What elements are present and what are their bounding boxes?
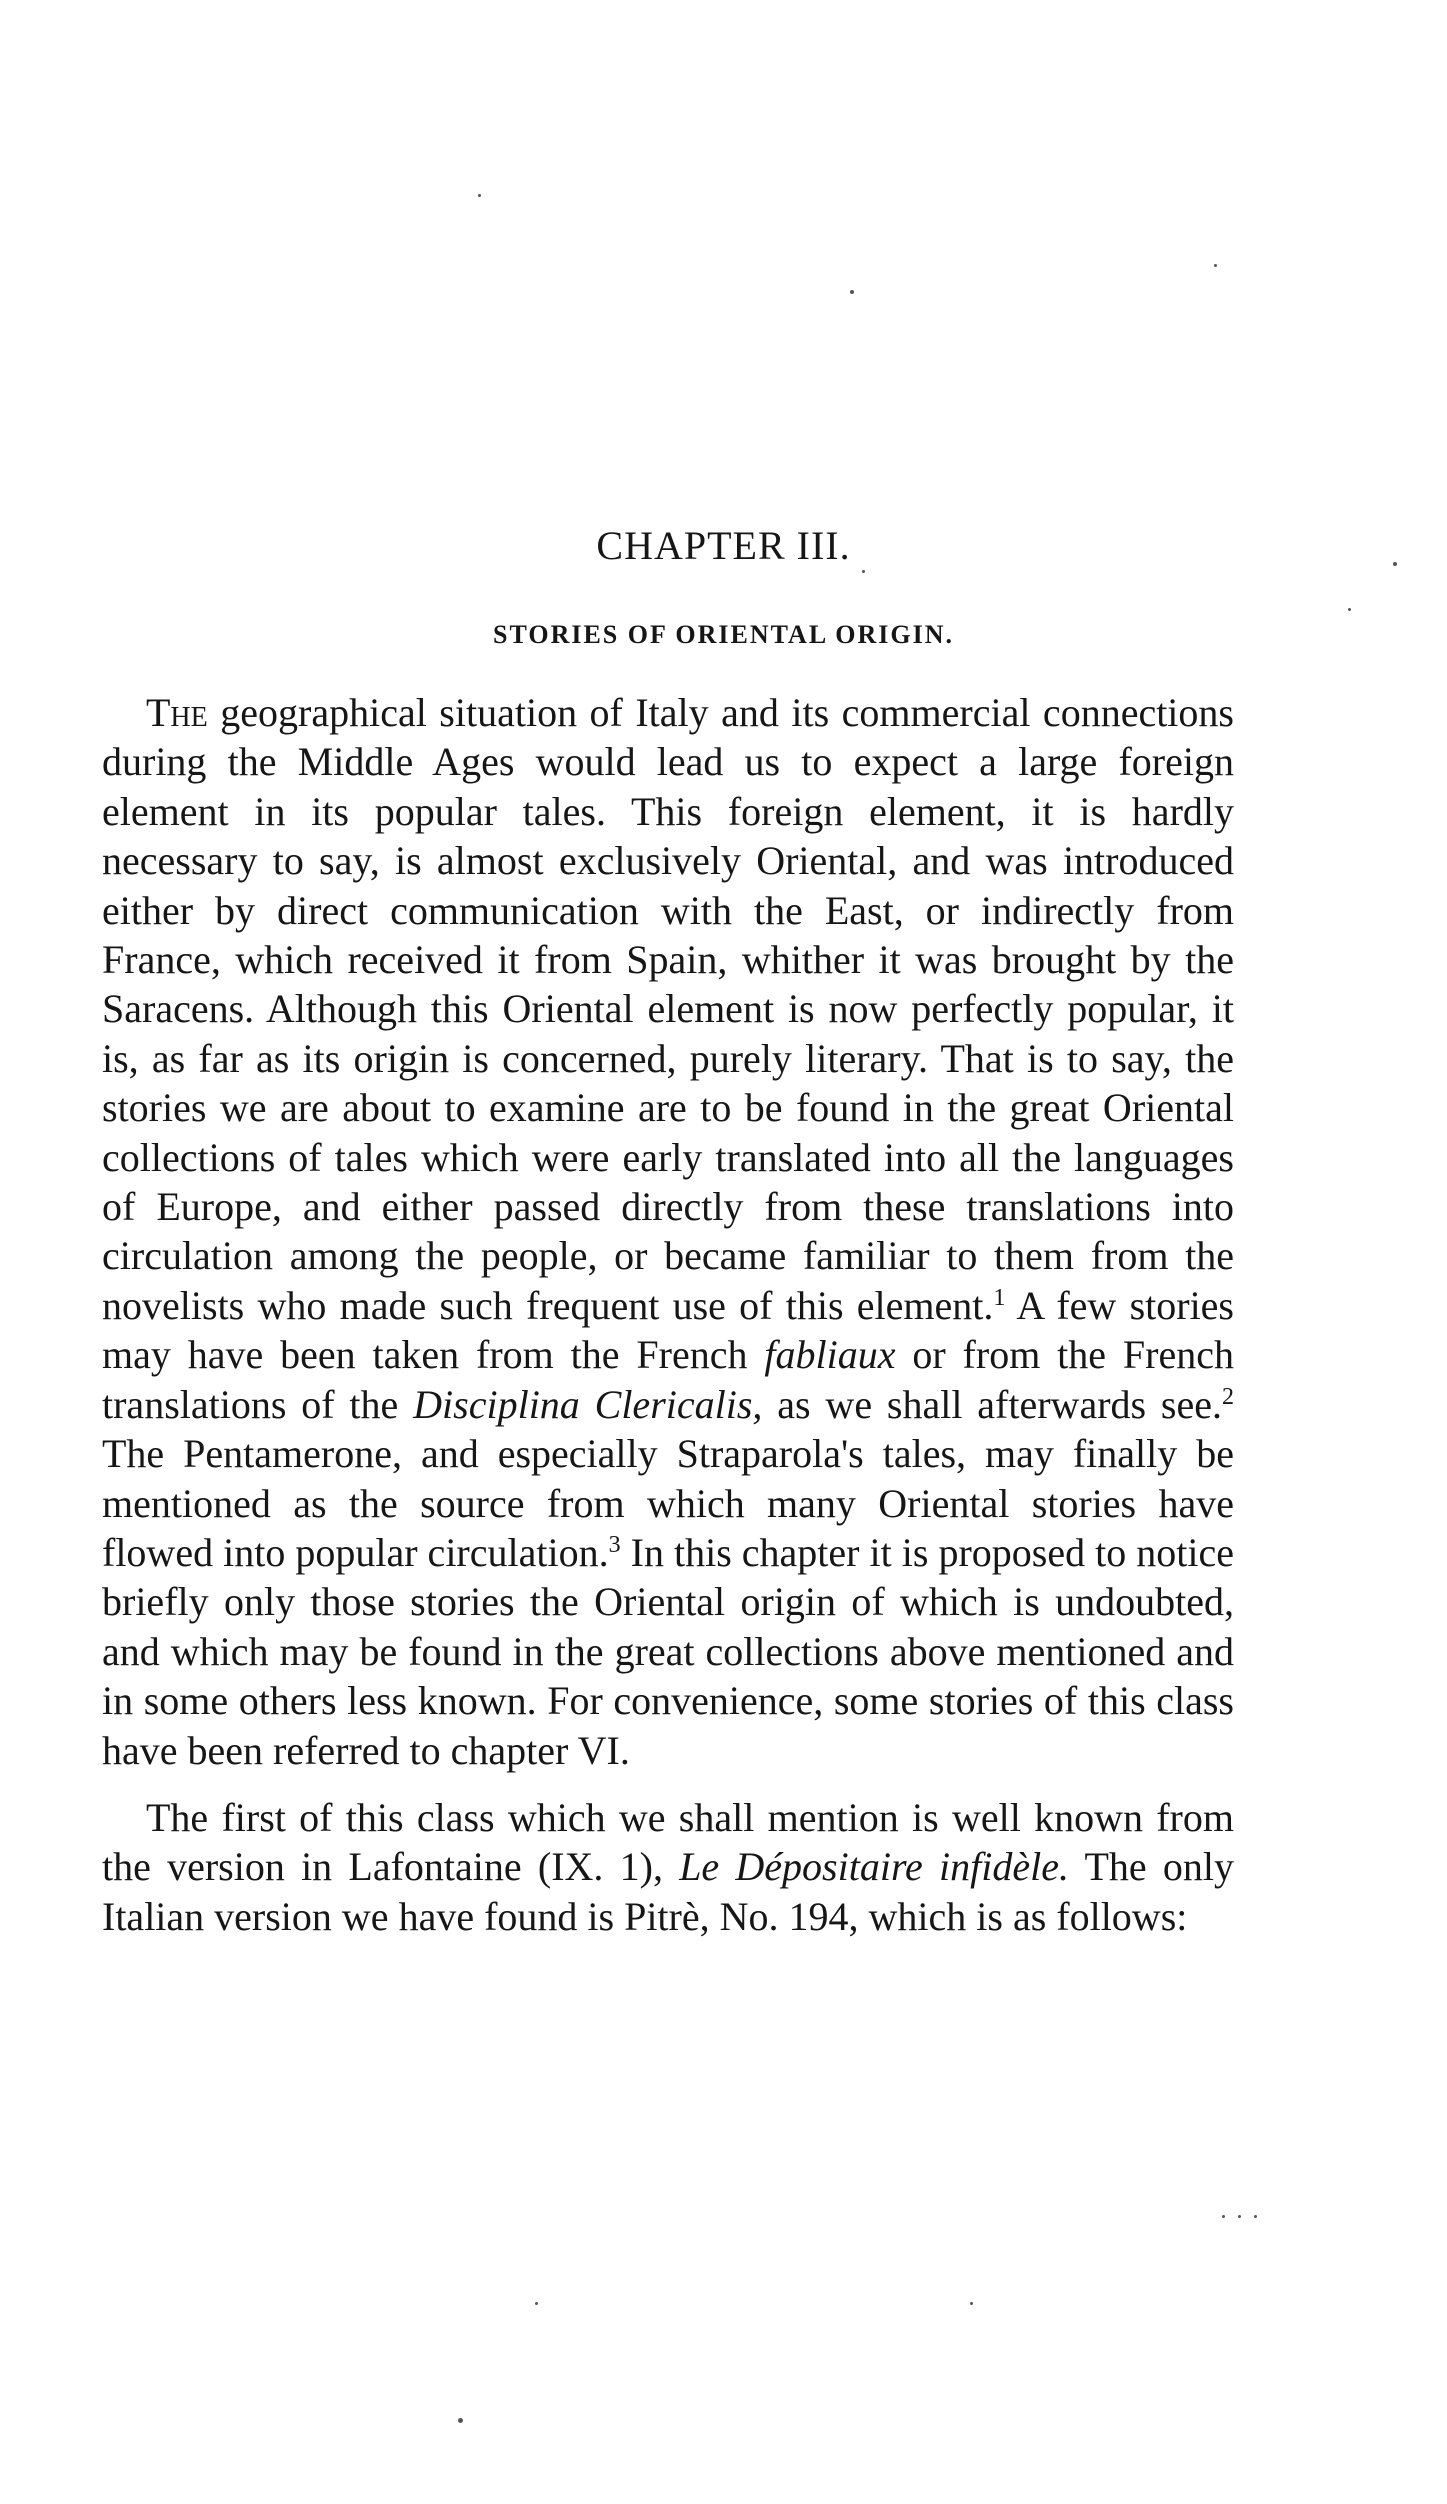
scan-speck [478, 194, 481, 197]
scan-speck [1238, 2215, 1241, 2218]
text-run: as we shall afterwards see. [762, 1381, 1223, 1427]
paragraph-opening-word: The [146, 690, 208, 735]
scan-speck [1214, 264, 1217, 267]
italic-title: Le Dépositaire infidèle. [679, 1844, 1069, 1890]
scan-speck [1393, 562, 1397, 566]
scan-speck [850, 290, 854, 294]
text-run: geographical situation of Italy and its commercial connections during the Middle Ages would lead us to expect a large foreign element in its popular tales. This foreign element, it is hardly necessary to say, is almost exclusively Oriental, and was introduced either by direct communication with the East, or indirectly from France, which received it from Spain, whither it was brought by the Saracens. Although this Oriental element is now perfectly popular, it is, as far as its origin is concerned, purely literary. That is to say, the stories we are about to examine are to be found in the great Oriental collections of tales which were early translated into all the languages of Europe, and either passed directly from these translations into circulation among the people, or became familiar to them from the novelists who made such frequent use of this element. [102, 690, 1234, 1328]
paragraph-1 [102, 688, 1234, 1775]
text-run: The only Italian version we have found is Pitrè, No. 194, which is as follows: [102, 1844, 1235, 1939]
footnote-marker: 2 [1222, 1383, 1235, 1410]
scan-speck [862, 570, 865, 573]
scan-speck [1348, 608, 1351, 611]
text-run: A few stories may have been taken from the French [102, 1282, 1234, 1378]
scan-speck [1254, 2215, 1257, 2218]
italic-title: Disciplina Clericalis, [413, 1381, 763, 1427]
chapter-title: CHAPTER III. [596, 523, 851, 568]
chapter-body [102, 688, 1234, 1941]
footnote-marker: 1 [993, 1284, 1006, 1311]
paragraph-2 [102, 1793, 1234, 1941]
scan-speck [535, 2302, 538, 2305]
chapter-subtitle: STORIES OF ORIENTAL ORIGIN. [493, 620, 954, 649]
scan-speck [458, 2418, 463, 2423]
text-run: The Pentamerone, and especially Straparola's tales, may finally be mentioned as the source from which many Oriental stories have flowed into popular circulation. [102, 1431, 1234, 1575]
italic-term: fabliaux [764, 1332, 896, 1378]
scan-speck [970, 2302, 973, 2305]
footnote-marker: 3 [608, 1531, 621, 1558]
scan-speck [1222, 2215, 1225, 2218]
text-run: The first of this class which we shall mention is well known from the version in Lafontaine (IX. 1), [102, 1794, 1234, 1890]
text-run: or from the French translations of the [102, 1332, 1235, 1427]
text-run: In this chapter it is proposed to notice briefly only those stories the Oriental origin of which is undoubted, and which may be found in the great collections above mentioned and in some others less known. For convenience, some stories of this class have been referred to chapter VI. [102, 1529, 1235, 1773]
